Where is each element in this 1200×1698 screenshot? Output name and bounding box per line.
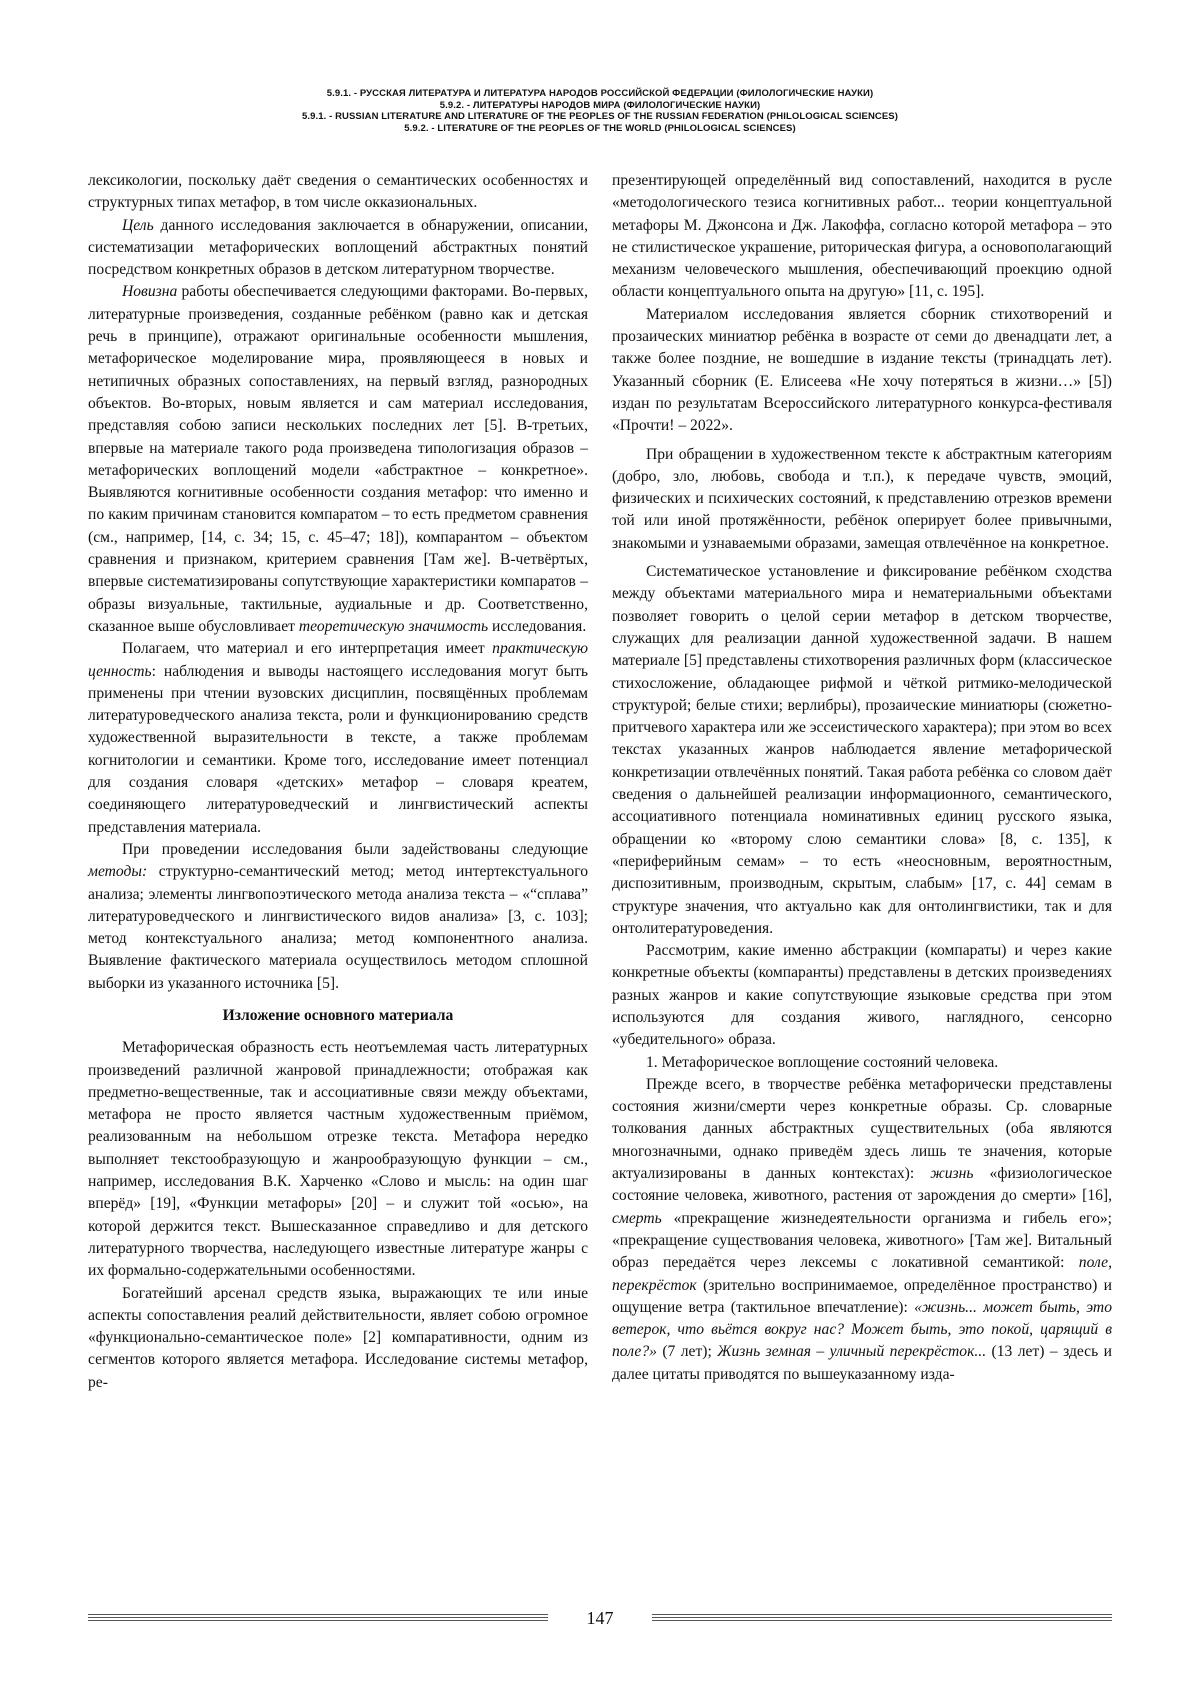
paragraph-novelty: Новизна работы обеспечивается следующими факторами. Во-первых, литературные произведения, созданные ребёнком (равно как и детская речь в принципе), отражают оригинальные особенности мышления, метафорическое моделирование мира, проявляющееся в новых и нетипичных образных сопоставлениях, на первый взгляд, разнородных объектов. Во-вторых, новым является и сам материал исследования, представляя собою записи нескольких последних лет [5]. В-третьих, впервые на материале такого рода произведена типологизация образов – метафорических воплощений модели «абстрактное – конкретное». Выявляются когнитивные особенности создания метафор: что именно и по каким причинам становится компаратом – то есть предметом сравнения (см., например, [14, с. 34; 15, с. 45–47; 18]), компарантом – объектом сравнения и признаком, критерием сравнения [Там же]. В-четвёртых, впервые систематизированы сопутствующие характеристики компаратов – образы визуальные, тактильные, аудиальные и др. Соответственно, сказанное выше обусловливает теоретическую значимость исследования. <box>88 283 588 635</box>
paragraph: Рассмотрим, какие именно абстракции (компараты) и через какие конкретные объекты (компаранты) представлены в детских произведениях разных жанров и какие сопутствующие языковые средства при этом используются для создания живого, наглядного, сенсорно «убедительного» образа. <box>612 942 1112 1049</box>
paragraph: презентирующей определённый вид сопоставлений, находится в русле «методологического тезиса когнитивных работ... теории концептуальной метафоры М. Джонсона и Дж. Лакоффа, согласно которой метафора – это не стилистическое украшение, риторическая фигура, а основополагающий механизм человеческого мышления, обеспечивающий проекцию одной области концептуального опыта на другую» [11, с. 195]. <box>612 172 1112 301</box>
left-column <box>88 170 588 1394</box>
paragraph: При обращении в художественном тексте к абстрактным категориям (добро, зло, любовь, свобода и т.п.), к передаче чувств, эмоций, физических и психических состояний, к представлению отрезков времени той или иной протяжённости, ребёнок оперирует более привычными, знакомыми и узнаваемыми образами, замещая отвлечённое на конкретное. <box>612 445 1112 552</box>
paragraph: Метафорическая образность есть неотъемлемая часть литературных произведений различной жанровой принадлежности; отображая как предметно-вещественные, так и ассоциативные связи между объектами, метафора не просто является частным художественным приёмом, реализованным на небольшом отрезке текста. Метафора нередко выполняет текстообразующую и жанрообразующую функции – см., например, исследования В.К. Харченко «Слово и мысль: на один шаг вперёд» [19], «Функции метафоры» [20] – и служит той «осью», на которой держится текст. Вышесказанное справедливо и для детского литературного творчества, наследующего известные литературе жанры с их формально-содержательными особенностями. <box>88 1039 588 1280</box>
right-column <box>612 170 1112 1386</box>
section-heading: Изложение основного материала <box>222 1006 454 1024</box>
paragraph-goal: Цель данного исследования заключается в обнаружении, описании, систематизации метафорических воплощений абстрактных понятий посредством конкретных образов в детском литературном творчестве. <box>88 216 588 279</box>
paragraph: Богатейший арсенал средств языка, выражающих те или иные аспекты сопоставления реалий действительности, являет собою огромное «функционально-семантическое поле» [2] компаративности, одним из сегментов которого является метафора. Исследование системы метафор, ре- <box>88 1284 588 1391</box>
header-line-4: 5.9.2. - LITERATURE OF THE PEOPLES OF THE WORLD (PHILOLOGICAL SCIENCES) <box>404 122 796 134</box>
paragraph-material: Материалом исследования является сборник стихотворений и прозаических миниатюр ребёнка в возрасте от семи до двенадцати лет, а также более поздние, не вошедшие в издание тексты (тринадцать лет). Указанный сборник (Е. Елисеева «Не хочу потеряться в жизни…» [5]) издан по результатам Всероссийского литературного конкурса-фестиваля «Прочти! – 2022». <box>612 305 1112 435</box>
paragraph: Систематическое установление и фиксирование ребёнком сходства между объектами материального мира и нематериальными объектами позволяет говорить о целой серии метафор в детском творчестве, служащих для реализации данной художественной задачи. В нашем материале [5] представлены стихотворения различных форм (классическое стихосложение, обладающее рифмой и чёткой ритмико-мелодической структурой; белые стихи; верлибры), прозаические миниатюры (сюжетно-притчевого характера или же эссеистического характера); при этом во всех текстах указанных жанров наблюдается явление метафорической конкретизации отвлечённых понятий. Такая работа ребёнка со словом даёт сведения о дальнейшей реализации информационного, семантического, ассоциативного потенциала номинативных единиц русского языка, обращении ко «второму слою семантики слова» [8, с. 135], к «периферийным семам» – то есть «неосновным, вероятностным, диспозитивным, производным, скрытым, слабым» [17, с. 44] семам в структуре значения, что актуально как для онтолингвистики, так и для онтолитературоведения. <box>612 563 1112 937</box>
footer-rule-right <box>652 1614 1112 1623</box>
running-header <box>0 88 1200 134</box>
paragraph: Прежде всего, в творчестве ребёнка метафорически представлены состояния жизни/смерти через конкретные образы. Ср. словарные толкования данных абстрактных существительных (оба являются многозначными, однако приведём здесь лишь те значения, которые актуализированы в данных контекстах): жизнь «физиологическое состояние человека, животного, растения от зарождения до смерти» [16], смерть «прекращение жизнедеятельности организма и гибель его»; «прекращение существования человека, животного» [Там же]. Витальный образ передаётся через лексемы с локативной семантикой: поле, перекрёсток (зрительно воспринимаемое, определённое пространство) и ощущение ветра (тактильное впечатление): «жизнь... может быть, это ветерок, что вьётся вокруг нас? Может быть, это покой, царящий в поле?» (7 лет); Жизнь земная – уличный перекрёсток... (13 лет) – здесь и далее цитаты приводятся по вышеуказанному изда- <box>612 1075 1112 1383</box>
paragraph-methods: При проведении исследования были задействованы следующие методы: структурно-семантический метод; метод интертекстуального анализа; элементы лингвопоэтического метода анализа текста – «“сплава” литературоведческого и лингвистического видов анализа» [3, с. 103]; метод контекстуального анализа; метод компонентного анализа. Выявление фактического материала осуществилось методом сплошной выборки из указанного источника [5]. <box>88 840 588 992</box>
page-number: 147 <box>586 1608 614 1628</box>
header-line-3: 5.9.1. - RUSSIAN LITERATURE AND LITERATURE OF THE PEOPLES OF THE RUSSIAN FEDERATION (PHILOLOGICAL SCIENCES) <box>301 111 899 122</box>
header-line-1: 5.9.1. - РУССКАЯ ЛИТЕРАТУРА И ЛИТЕРАТУРА НАРОДОВ РОССИЙСКОЙ ФЕДЕРАЦИИ (ФИЛОЛОГИЧЕСКИЕ НАУКИ) <box>326 88 874 99</box>
page-footer <box>88 1606 1112 1630</box>
paragraph: лексикологии, поскольку даёт сведения о семантических особенностях и структурных типах метафор, в том числе окказиональных. <box>88 172 588 212</box>
paragraph-practical-value: Полагаем, что материал и его интерпретация имеет практическую ценность: наблюдения и выводы настоящего исследования могут быть применены при чтении вузовских дисциплин, посвящённых проблемам литературоведческого анализа текста, роли и функционированию средств художественной выразительности в тексте, а также проблемам когнитологии и семантики. Кроме того, исследование имеет потенциал для создания словаря «детских» метафор – словаря креатем, соединяющего литературоведческий и лингвистический аспекты представления материала. <box>88 640 588 836</box>
header-line-2: 5.9.2. - ЛИТЕРАТУРЫ НАРОДОВ МИРА (ФИЛОЛОГИЧЕСКИЕ НАУКИ) <box>439 99 761 111</box>
numbered-subheading: 1. Метафорическое воплощение состояний человека. <box>646 1053 999 1071</box>
